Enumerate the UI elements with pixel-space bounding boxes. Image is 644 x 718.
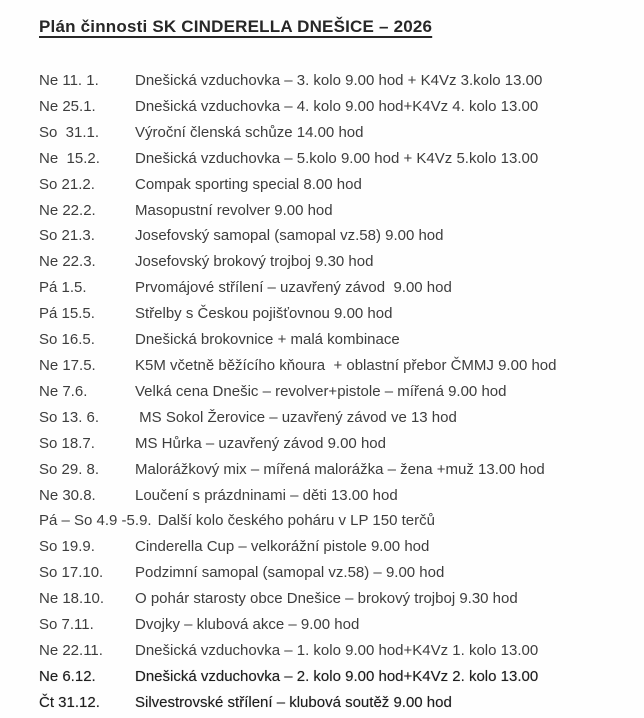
row-event: MS Sokol Žerovice – uzavřený závod ve 13 hod	[135, 408, 457, 426]
row-event: Výroční členská schůze 14.00 hod	[135, 123, 364, 141]
table-row	[39, 638, 636, 664]
row-event: Silvestrovské střílení – klubová soutěž 9.00 hod	[135, 693, 452, 711]
table-row	[39, 612, 636, 638]
row-date: Ne 15.2.	[39, 149, 100, 167]
row-event: Josefovský samopal (samopal vz.58) 9.00 hod	[135, 227, 444, 245]
row-date: Ne 7.6.	[39, 382, 88, 400]
row-event: Masopustní revolver 9.00 hod	[135, 201, 333, 219]
row-event: Dvojky – klubová akce – 9.00 hod	[135, 616, 360, 634]
row-date: Ne 25.1.	[39, 97, 96, 115]
row-date: So 21.3.	[39, 227, 95, 245]
table-row	[39, 379, 636, 405]
table-row	[39, 586, 636, 612]
table-row	[39, 223, 636, 249]
table-row	[39, 198, 636, 224]
row-date: So 13. 6.	[39, 408, 100, 426]
table-row	[39, 249, 636, 275]
table-row	[39, 431, 636, 457]
table-row	[39, 120, 636, 146]
row-date: So 16.5.	[39, 331, 95, 349]
row-event: MS Hůrka – uzavřený závod 9.00 hod	[135, 434, 386, 452]
page-title: Plán činnosti SK CINDERELLA DNEŠICE – 2026	[39, 17, 433, 36]
row-event: O pohár starosty obce Dnešice – brokový trojboj 9.30 hod	[135, 590, 518, 608]
row-event: Malorážkový mix – mířená malorážka – žena +muž 13.00 hod	[135, 460, 545, 478]
row-date: So 31.1.	[39, 123, 100, 141]
row-date: Čt 31.12.	[39, 693, 100, 711]
row-date: Ne 22.3.	[39, 253, 96, 271]
row-date: So 17.10.	[39, 564, 104, 582]
row-date: Ne 22.11.	[39, 641, 103, 659]
table-row	[39, 301, 636, 327]
row-date: So 29. 8.	[39, 460, 100, 478]
row-event: Josefovský brokový trojboj 9.30 hod	[135, 253, 374, 271]
row-event: Dnešická vzduchovka – 1. kolo 9.00 hod+K4Vz 1. kolo 13.00	[135, 641, 539, 659]
table-row	[39, 146, 636, 172]
row-date: So 18.7.	[39, 434, 95, 452]
row-event: Střelby s Českou pojišťovnou 9.00 hod	[135, 305, 393, 323]
table-row	[39, 457, 636, 483]
table-row	[39, 405, 636, 431]
row-event: Dnešická brokovnice + malá kombinace	[135, 331, 400, 349]
table-row	[39, 690, 636, 716]
row-date: So 21.2.	[39, 175, 95, 193]
table-row	[39, 94, 636, 120]
schedule-list	[39, 68, 636, 716]
row-date: Ne 17.5.	[39, 356, 96, 374]
table-row	[39, 172, 636, 198]
row-date: Ne 6.12.	[39, 667, 96, 685]
row-event: Cinderella Cup – velkorážní pistole 9.00 hod	[135, 538, 430, 556]
row-event: Další kolo českého poháru v LP 150 terčů	[157, 512, 435, 530]
row-date: Pá – So 4.9 -5.9.	[39, 512, 152, 530]
table-row	[39, 483, 636, 509]
row-event: Dnešická vzduchovka – 5.kolo 9.00 hod + K4Vz 5.kolo 13.00	[135, 149, 539, 167]
table-row	[39, 560, 636, 586]
row-event: Velká cena Dnešic – revolver+pistole – mířená 9.00 hod	[135, 382, 507, 400]
row-event: K5M včetně běžícího kňoura + oblastní přebor ČMMJ 9.00 hod	[135, 356, 557, 374]
table-row	[39, 353, 636, 379]
row-date: Ne 11. 1.	[39, 72, 99, 89]
row-date: Ne 30.8.	[39, 486, 96, 504]
row-date: Ne 18.10.	[39, 590, 105, 608]
row-event: Dnešická vzduchovka – 4. kolo 9.00 hod+K4Vz 4. kolo 13.00	[135, 97, 539, 115]
row-event: Dnešická vzduchovka – 2. kolo 9.00 hod+K4Vz 2. kolo 13.00	[135, 667, 539, 685]
row-event: Podzimní samopal (samopal vz.58) – 9.00 hod	[135, 564, 445, 582]
table-row	[39, 534, 636, 560]
row-date: Ne 22.2.	[39, 201, 96, 219]
table-row	[39, 664, 636, 690]
row-date: Pá 1.5.	[39, 279, 87, 297]
row-date: So 7.11.	[39, 616, 94, 634]
row-event: Compak sporting special 8.00 hod	[135, 175, 362, 193]
row-date: Pá 15.5.	[39, 305, 95, 323]
row-event: Loučení s prázdninami – děti 13.00 hod	[135, 486, 398, 504]
table-row	[39, 508, 636, 534]
table-row	[39, 275, 636, 301]
table-row	[39, 327, 636, 353]
row-event: Prvomájové střílení – uzavřený závod 9.00 hod	[135, 279, 452, 297]
row-event: Dnešická vzduchovka – 3. kolo 9.00 hod + K4Vz 3.kolo 13.00	[135, 72, 543, 89]
table-row	[39, 68, 636, 94]
row-date: So 19.9.	[39, 538, 95, 556]
